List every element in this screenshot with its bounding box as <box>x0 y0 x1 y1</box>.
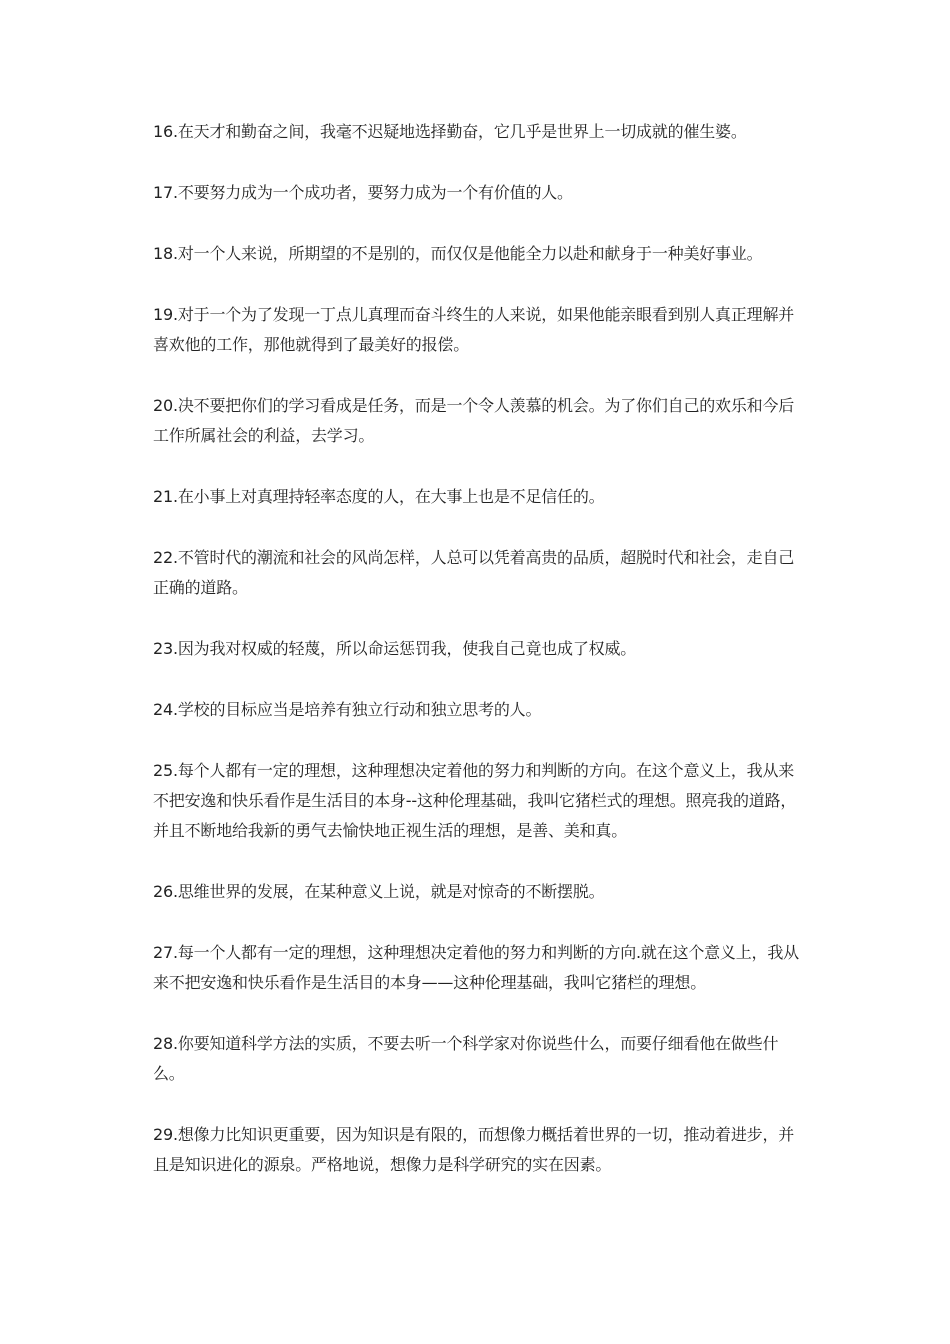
quote-19: 19.对于一个为了发现一丁点儿真理而奋斗终生的人来说，如果他能亲眼看到别人真正理解并喜欢他的工作，那他就得到了最美好的报偿。 <box>153 305 795 354</box>
quote-21: 21.在小事上对真理持轻率态度的人，在大事上也是不足信任的。 <box>153 487 605 506</box>
quote-22: 22.不管时代的潮流和社会的风尚怎样，人总可以凭着高贵的品质，超脱时代和社会，走自己正确的道路。 <box>153 548 795 597</box>
quote-20: 20.决不要把你们的学习看成是任务，而是一个令人羡慕的机会。为了你们自己的欢乐和今后工作所属社会的利益，去学习。 <box>153 396 795 445</box>
quote-26: 26.思维世界的发展，在某种意义上说，就是对惊奇的不断摆脱。 <box>153 882 605 901</box>
quote-25: 25.每个人都有一定的理想，这种理想决定着他的努力和判断的方向。在这个意义上，我从来不把安逸和快乐看作是生活目的本身--这种伦理基础，我叫它猪栏式的理想。照亮我的道路，并且不断地给我新的勇气去愉快地正视生活的理想，是善、美和真。 <box>153 761 797 840</box>
quote-17: 17.不要努力成为一个成功者，要努力成为一个有价值的人。 <box>153 183 573 202</box>
quote-18: 18.对一个人来说，所期望的不是别的，而仅仅是他能全力以赴和献身于一种美好事业。 <box>153 244 763 263</box>
quote-23: 23.因为我对权威的轻蔑，所以命运惩罚我，使我自己竟也成了权威。 <box>153 639 637 658</box>
quote-24: 24.学校的目标应当是培养有独立行动和独立思考的人。 <box>153 700 542 719</box>
quote-29: 29.想像力比知识更重要，因为知识是有限的，而想像力概括着世界的一切，推动着进步，并且是知识进化的源泉。严格地说，想像力是科学研究的实在因素。 <box>153 1125 795 1174</box>
quote-list <box>153 117 805 1211</box>
quote-27: 27.每一个人都有一定的理想，这种理想决定着他的努力和判断的方向.就在这个意义上，我从来不把安逸和快乐看作是生活目的本身——这种伦理基础，我叫它猪栏的理想。 <box>153 943 799 992</box>
quote-28: 28.你要知道科学方法的实质，不要去听一个科学家对你说些什么，而要仔细看他在做些什么。 <box>153 1034 779 1083</box>
quote-16: 16.在天才和勤奋之间，我毫不迟疑地选择勤奋，它几乎是世界上一切成就的催生婆。 <box>153 122 747 141</box>
